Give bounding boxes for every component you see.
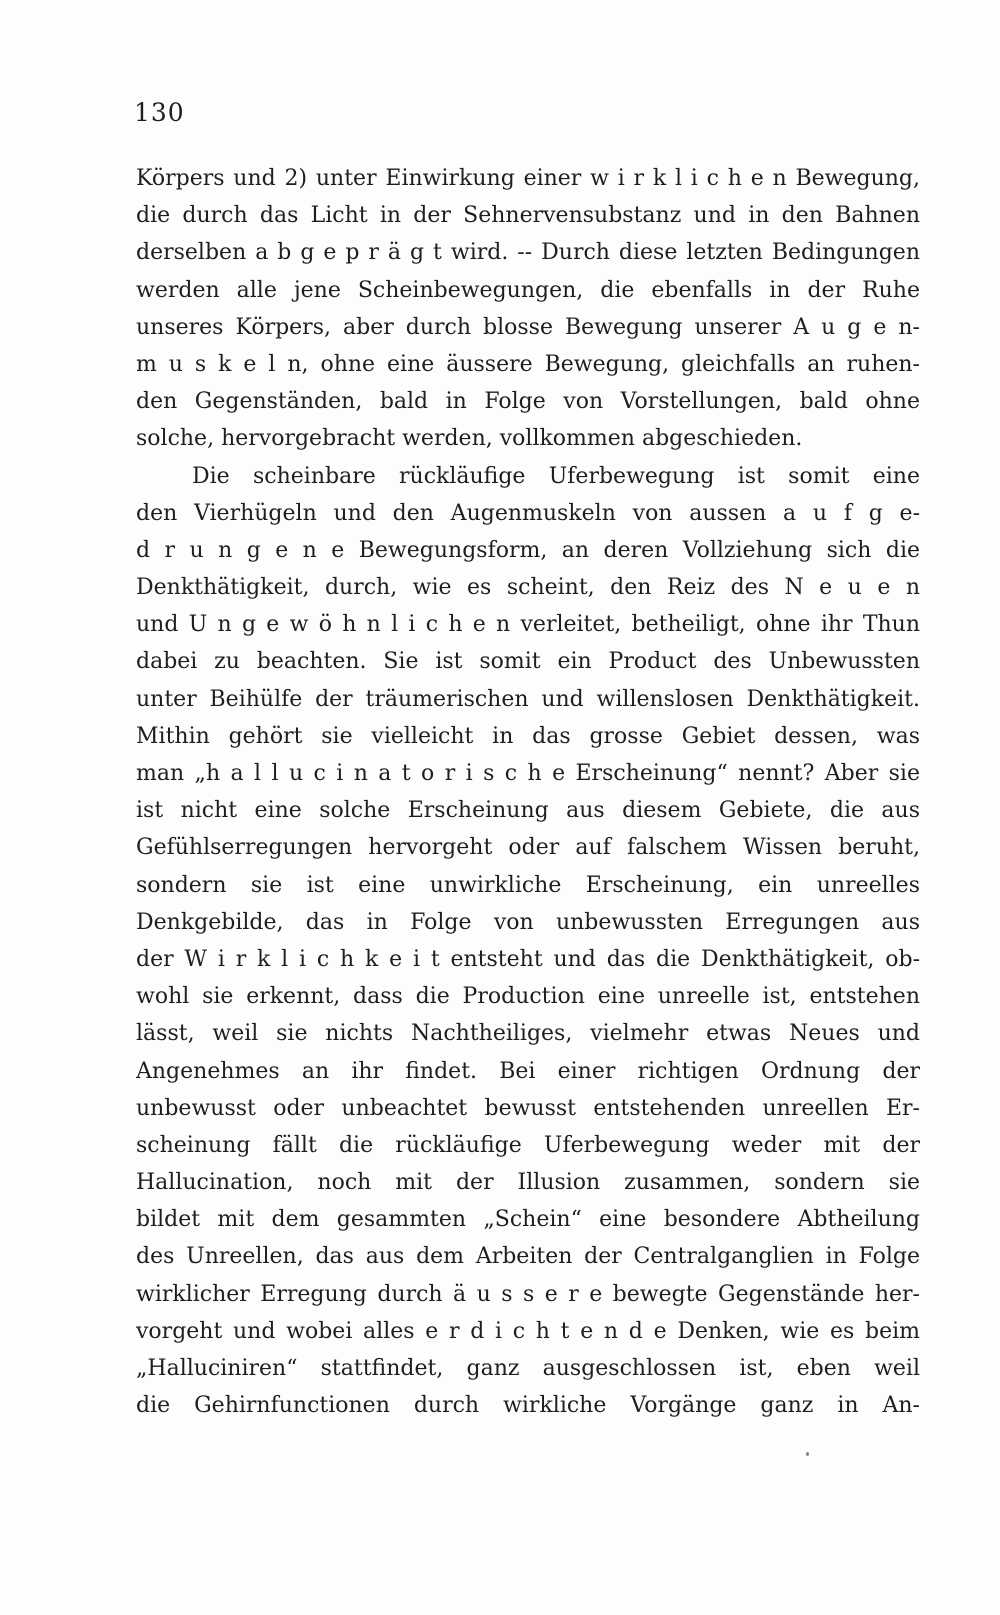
text-line: m u s k e l n, ohne eine äussere Bewegung, gleichfalls an ruhen- bbox=[136, 351, 920, 377]
paragraph-start-line: Die scheinbare rückläufige Uferbewegung ist somit eine bbox=[192, 463, 920, 489]
text-line: Hallucination, noch mit der Illusion zusammen, sondern sie bbox=[136, 1170, 920, 1196]
text-line: der W i r k l i c h k e i t entsteht und das die Denkthätigkeit, ob- bbox=[136, 946, 920, 972]
text-line: den Gegenständen, bald in Folge von Vorstellungen, bald ohne bbox=[136, 389, 920, 415]
text-line: die durch das Licht in der Sehnervensubstanz und in den Bahnen bbox=[136, 203, 920, 229]
text-line: lässt, weil sie nichts Nachtheiliges, vielmehr etwas Neues und bbox=[136, 1021, 920, 1047]
text-line: Denkthätigkeit, durch, wie es scheint, den Reiz des N e u e n bbox=[136, 575, 920, 601]
text-line: unseres Körpers, aber durch blosse Bewegung unserer A u g e n- bbox=[136, 314, 920, 340]
text-line: unter Beihülfe der träumerischen und willenslosen Denkthätigkeit. bbox=[136, 686, 920, 712]
text-line: Mithin gehört sie vielleicht in das grosse Gebiet dessen, was bbox=[136, 723, 920, 749]
page-number: 130 bbox=[134, 98, 185, 127]
text-line: man „h a l l u c i n a t o r i s c h e Erscheinung“ nennt? Aber sie bbox=[136, 761, 920, 786]
text-line: Gefühlserregungen hervorgeht oder auf falschem Wissen beruht, bbox=[136, 835, 920, 861]
text-line: Körpers und 2) unter Einwirkung einer w i r k l i c h e n Bewegung, bbox=[136, 166, 920, 191]
text-line: und U n g e w ö h n l i c h e n verleitet, betheiligt, ohne ihr Thun bbox=[136, 612, 920, 638]
text-line: Angenehmes an ihr findet. Bei einer richtigen Ordnung der bbox=[136, 1058, 920, 1084]
text-line: wohl sie erkennt, dass die Production eine unreelle ist, entstehen bbox=[136, 984, 920, 1010]
body-text bbox=[136, 160, 920, 1424]
text-line: wirklicher Erregung durch ä u s s e r e bewegte Gegenstände her- bbox=[136, 1281, 920, 1307]
text-line: „Halluciniren“ stattfindet, ganz ausgeschlossen ist, eben weil bbox=[136, 1356, 920, 1381]
text-line: den Vierhügeln und den Augenmuskeln von aussen a u f g e- bbox=[136, 500, 920, 526]
text-line: sondern sie ist eine unwirkliche Erscheinung, ein unreelles bbox=[136, 872, 920, 898]
text-line: dabei zu beachten. Sie ist somit ein Product des Unbewussten bbox=[136, 649, 920, 675]
ink-speck bbox=[806, 1452, 809, 1456]
text-line: scheinung fällt die rückläufige Uferbewegung weder mit der bbox=[136, 1132, 920, 1158]
text-line: derselben a b g e p r ä g t wird. -- Durch diese letzten Bedingungen bbox=[136, 240, 920, 266]
text-line: solche, hervorgebracht werden, vollkommen abgeschieden. bbox=[136, 426, 803, 452]
text-line: ist nicht eine solche Erscheinung aus diesem Gebiete, die aus bbox=[136, 798, 920, 824]
text-line: werden alle jene Scheinbewegungen, die ebenfalls in der Ruhe bbox=[136, 277, 920, 303]
text-line: die Gehirnfunctionen durch wirkliche Vorgänge ganz in An- bbox=[136, 1393, 920, 1419]
text-line: unbewusst oder unbeachtet bewusst entstehenden unreellen Er- bbox=[136, 1095, 920, 1121]
text-line: d r u n g e n e Bewegungsform, an deren Vollziehung sich die bbox=[136, 537, 920, 563]
text-line: Denkgebilde, das in Folge von unbewussten Erregungen aus bbox=[136, 909, 920, 935]
text-line: des Unreellen, das aus dem Arbeiten der Centralganglien in Folge bbox=[136, 1244, 920, 1270]
text-line: vorgeht und wobei alles e r d i c h t e n d e Denken, wie es beim bbox=[136, 1318, 920, 1344]
text-line: bildet mit dem gesammten „Schein“ eine besondere Abtheilung bbox=[136, 1207, 920, 1233]
